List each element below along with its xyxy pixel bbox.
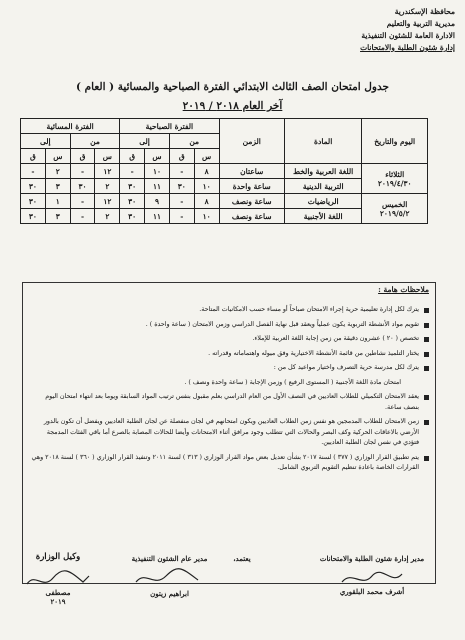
time-cell: ٢ [95,179,120,194]
document-title: جدول امتحان الصف الثالث الابتدائي الفترة الصباحية والمسائية ( العام ) [76,81,389,93]
signature-left-name: مصطفى [45,588,71,597]
time-cell: ٩ [145,194,170,209]
signature-left [18,552,98,606]
org-directorate: مديرية التربية والتعليم [386,19,455,28]
organization-header [360,6,455,54]
time-cell: ٣٠ [120,179,145,194]
note-text: يترك لكل مدرسة حرية التصرف واختيار مواعيد كل من : [273,364,419,371]
signature-left-year: ٢٠١٩ [50,597,66,606]
note-text: زمن الامتحان للطلاب المدمجين هو نفس زمن الطلاب العاديين ويكون امتحانهم في لجان منفصلة عن لجان الطلبة العاديين ويفضل أن تكون بالدور الأرضي بالاعاقات الحركية وكف البصر والحالات التي تتطلب وجود مرافق أثناء الامتحانات وأيضا للحالات المصابة بالصرع أما باقي الفئات المدمجة فتؤدي في نفس لجان الطلبة العاديين. [43,418,419,446]
header-minute: ق [120,149,145,164]
header-hour: س [45,149,70,164]
note-text: يعقد الامتحان التكميلي للطلاب العاديين في النصف الأول من العام الدراسي بعلم مقبول بنفس ترتيب المواد السابقة ويوما بعد انتهاء امتحان اليوم بنصف ساعة. [45,393,419,411]
time-cell: ٣٠ [120,194,145,209]
time-cell: ١٠ [145,164,170,179]
time-cell: - [70,194,95,209]
org-admin: الادارة العامة للشئون التنفيذية [361,31,455,40]
time-cell: ٨ [194,164,219,179]
subject-cell: الرياضيات [284,194,361,209]
handwritten-signature-icon [132,566,202,590]
duration-cell: ساعة ونصف [219,209,284,224]
day-date: ٢٠١٩/٥/٢ [379,208,410,218]
header-evening-to: إلى [21,134,71,149]
duration-cell: ساعة واحدة [219,179,284,194]
approve-label: يعتمد، [233,554,251,563]
bullet-icon [424,456,429,461]
day-name: الخميس [382,199,408,209]
note-text: امتحان مادة اللغة الأجنبية ( المستوى الرفيع ) وزمن الإجابة ( ساعة واحدة ونصف ) . [184,378,401,386]
signature-right-title: مدير إدارة شئون الطلبة والامتحانات [319,554,425,563]
time-cell: ١١ [145,179,170,194]
note-item [29,320,429,331]
note-item [29,349,429,360]
note-item [29,305,429,316]
time-cell: - [21,164,46,179]
time-cell: - [169,164,194,179]
header-morning: الفترة الصباحية [120,119,219,134]
time-cell: ٣٠ [120,209,145,224]
bullet-icon [424,366,429,371]
time-cell: ٣٠ [70,179,95,194]
time-cell: - [169,194,194,209]
org-governorate: محافظة الإسكندرية [394,7,455,16]
time-cell: ٢ [45,164,70,179]
table-row [21,194,428,209]
bullet-icon [424,308,429,313]
note-text: يتم تطبيق القرار الوزاري ( ٣٧٧ ) لسنة ٢٠١٧ بشأن تعديل بعض مواد القرار الوزاري ( ٣١٣ ) لسنة ٢٠١١ وتنفيذ القرار الوزاري ( ٣٦٠ ) لسنة ٢٠١٨ وهي القرارات الخاصة باعادة تنظيم التقويم التربوي الشامل. [31,453,419,471]
header-minute: ق [70,149,95,164]
header-minute: ق [21,149,46,164]
handwritten-signature-icon [337,568,407,590]
document-subtitle: آخر العام ٢٠١٨ / ٢٠١٩ [182,100,283,112]
duration-cell: ساعتان [219,164,284,179]
header-evening-from: من [70,134,120,149]
header-morning-from: من [169,134,219,149]
day-date: ٢٠١٩/٤/٣٠ [377,178,412,188]
day-cell [362,194,428,224]
header-subject: المادة [284,119,361,164]
time-cell: ٣٠ [21,179,46,194]
header-hour: س [95,149,120,164]
note-text: تقويم مواد الأنشطة التربوية يكون عملياً ويعقد قبل نهاية الفصل الدراسي وزمن الامتحان ( ساعة واحدة ) . [145,320,419,328]
signature-left-title: وكيل الوزارة [35,552,81,562]
header-hour: س [145,149,170,164]
note-item [29,392,429,413]
note-subitem [29,378,429,389]
subject-cell: اللغة العربية والخط [284,164,361,179]
day-name: الثلاثاء [385,169,405,179]
note-item [29,334,429,345]
time-cell: - [70,164,95,179]
signature-right-name: أشرف محمد البلقوري [339,587,405,596]
notes-section [22,282,436,584]
time-cell: ٣٠ [169,179,194,194]
header-day-date: اليوم والتاريخ [362,119,428,164]
notes-list [29,305,429,478]
subject-cell: التربية الدينية [284,179,361,194]
subject-cell: اللغة الأجنبية [284,209,361,224]
handwritten-signature-icon [23,566,93,592]
time-cell: ٣ [45,209,70,224]
notes-title: ملاحظات هامة : [378,285,429,294]
time-cell: - [120,164,145,179]
note-text: يختار التلميذ نشاطين من قائمة الأنشطة الاختيارية وفق ميوله واهتماماته وقدراته . [208,349,419,357]
duration-cell: ساعة ونصف [219,194,284,209]
signatures [18,552,447,632]
note-text: تخصص ( ٢٠ ) عشرون دقيقة من زمن إجابة اللغة العربية للإملاء. [252,335,419,342]
header-evening: الفترة المسائية [21,119,120,134]
bullet-icon [424,337,429,342]
time-cell: ١١ [145,209,170,224]
time-cell: ١٢ [95,164,120,179]
bullet-icon [424,420,429,425]
time-cell: ١٠ [194,179,219,194]
signature-middle [117,554,222,598]
signature-middle-title: مدير عام الشئون التنفيذية [131,554,208,563]
bullet-icon [424,352,429,357]
exam-schedule-table [20,118,428,224]
header-hour: س [194,149,219,164]
note-item [29,453,429,474]
time-cell: ٨ [194,194,219,209]
bullet-icon [424,323,429,328]
time-cell: ١٠ [194,209,219,224]
note-text: يترك لكل إدارة تعليمية حرية إجراء الامتحان صباحاً أو مساء حسب الامكانيات المتاحة. [199,306,419,313]
time-cell: ٢ [95,209,120,224]
time-cell: ٣٠ [21,194,46,209]
time-cell: - [169,209,194,224]
signature-right [297,554,447,596]
signature-middle-name: ابراهيم زيتون [150,589,189,598]
table-row [21,164,428,179]
day-cell [362,164,428,194]
time-cell: ٣ [45,179,70,194]
time-cell: - [70,209,95,224]
org-department: إدارة شئون الطلبة والامتحانات [360,43,455,52]
bullet-icon [424,395,429,400]
header-morning-to: إلى [120,134,170,149]
header-duration: الزمن [219,119,284,164]
time-cell: ١٢ [95,194,120,209]
note-item [29,417,429,449]
note-item [29,363,429,374]
time-cell: ١ [45,194,70,209]
time-cell: ٣٠ [21,209,46,224]
header-minute: ق [169,149,194,164]
